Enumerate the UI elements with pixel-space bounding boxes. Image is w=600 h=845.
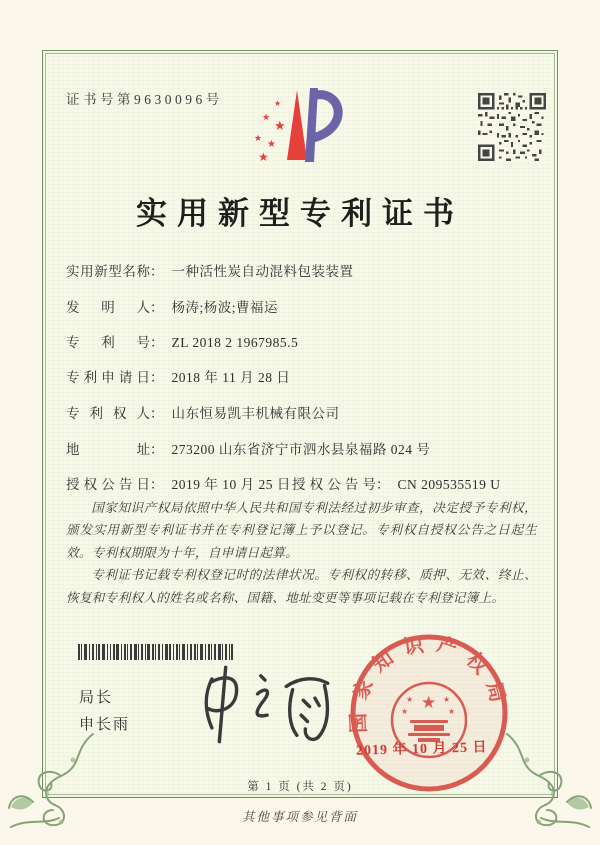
field-label: 实用新型名称: [66, 264, 150, 279]
emblem-star-icon: ★: [448, 707, 456, 716]
field-value: 273200 山东省济宁市泗水县泉福路 024 号: [171, 442, 431, 457]
field-colon: ：: [150, 264, 164, 279]
field-value: 山东恒易凯丰机械有限公司: [171, 406, 340, 421]
field-colon: ：: [150, 300, 164, 315]
commissioner-signature: [190, 662, 340, 747]
barcode: [78, 644, 233, 660]
field-label: 专利申请日: [66, 370, 150, 385]
back-side-note: 其他事项参见背面: [241, 810, 358, 824]
field-colon: ：: [150, 370, 164, 385]
sipo-logo-icon: [250, 84, 346, 164]
grant-number-pair: [292, 475, 501, 495]
logo-star-icon: ★: [267, 139, 276, 150]
logo-star-icon: ★: [258, 150, 269, 164]
seal-date: 2019 年 10 月 25 日: [355, 740, 488, 759]
field-label: 发明人: [66, 300, 150, 315]
field-label: 授权公告号: [292, 477, 376, 492]
logo-star-icon: ★: [274, 119, 286, 134]
grant-number-value: CN 209535519 U: [397, 477, 501, 492]
official-seal: [344, 628, 514, 798]
emblem-star-icon: ★: [421, 693, 437, 713]
commissioner-title: 局长: [79, 689, 114, 706]
field-value: ZL 2018 2 1967985.5: [171, 335, 299, 350]
field-row-filing-date: [66, 368, 538, 388]
field-value: 杨涛;杨波;曹福运: [171, 300, 279, 315]
logo-star-icon: ★: [262, 113, 271, 123]
logo-star-icon: ★: [254, 134, 263, 144]
logo-star-icon: ★: [274, 99, 282, 108]
field-value: 一种活性炭自动混料包装装置: [171, 264, 354, 279]
certificate-number: 证书号第9630096号: [66, 92, 223, 107]
legal-text-block: [66, 497, 537, 609]
certificate-title: 实用新型专利证书: [136, 196, 464, 231]
seal-ring-text: 国家知识产权局: [347, 632, 512, 734]
qr-code: [478, 93, 546, 161]
field-row-inventors: [66, 298, 538, 318]
field-label: 授权公告日: [66, 477, 150, 492]
field-row-patentee: [66, 404, 538, 424]
commissioner-name: 申长雨: [79, 716, 131, 733]
emblem-star-icon: ★: [406, 695, 414, 704]
field-colon: ：: [150, 477, 164, 492]
field-label: 专利号: [66, 335, 150, 350]
field-colon: ：: [150, 406, 164, 421]
field-colon: ：: [376, 477, 390, 492]
field-row-address: [66, 440, 538, 460]
grant-date-value: 2019 年 10 月 25 日: [171, 477, 291, 492]
field-colon: ：: [150, 442, 164, 457]
emblem-star-icon: ★: [443, 695, 451, 704]
field-colon: ：: [150, 335, 164, 350]
field-row-grant: [66, 475, 538, 495]
legal-paragraph-1: 国家知识产权局依照中华人民共和国专利法经过初步审查，决定授予专利权，颁发实用新型专利证书并在专利登记簿上予以登记。专利权自授权公告之日起生效。专利权期限为十年，自申请日起算。: [66, 501, 537, 560]
field-label: 地址: [66, 442, 150, 457]
field-row-patent-number: [66, 333, 538, 353]
field-label: 专利权人: [66, 406, 150, 421]
page-number: 第 1 页 (共 2 页): [247, 781, 353, 793]
legal-paragraph-2: 专利证书记载专利权登记时的法律状况。专利权的转移、质押、无效、终止、恢复和专利权人的姓名或名称、国籍、地址变更等事项记载在专利登记簿上。: [66, 568, 537, 605]
emblem-star-icon: ★: [401, 707, 409, 716]
field-row-utility-model-name: [66, 262, 538, 282]
field-value: 2018 年 11 月 28 日: [171, 370, 291, 385]
